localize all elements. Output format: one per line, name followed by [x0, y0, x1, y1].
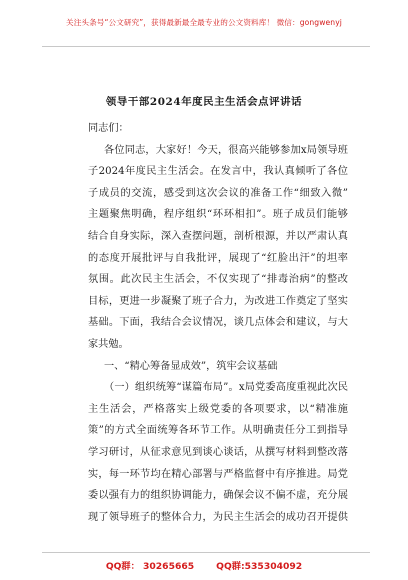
paragraph-line: 家共勉。 — [88, 338, 129, 350]
paragraph-line: 实，每一环节均在精心部署与严格监督中有序推进。局党 — [88, 468, 348, 480]
paragraph-line: （一）组织统筹“谋篇布局”。x局党委高度重视此次民 — [104, 382, 348, 394]
paragraph-line: 子2024年度民主生活会。在发言中，我认真倾听了各位 — [88, 166, 348, 178]
paragraph-line: 基础。下面，我结合会议情况，谈几点体会和建议，与大 — [88, 317, 348, 329]
paragraph-line: 主题聚焦明确，程序组织“环环相扣”。班子成员们能够 — [88, 209, 348, 221]
paragraph-line: 主生活会，严格落实上级党委的各项要求，以“精准施 — [88, 403, 348, 415]
footer-qq-group-2: QQ群:535304092 — [216, 561, 303, 572]
document-body — [88, 118, 348, 528]
top-banner — [0, 0, 408, 44]
paragraph-line: 目标，更进一步凝聚了班子合力，为改进工作奠定了坚实 — [88, 295, 348, 307]
paragraph-line: 的态度开展批评与自我批评，展现了“红脸出汗”的坦率 — [88, 252, 348, 264]
footer-banner — [0, 553, 408, 577]
footer-qq-group-1: QQ群： 30265665 — [105, 561, 195, 572]
paragraph-line: 各位同志，大家好！今天，很高兴能够参加x局领导班 — [104, 144, 348, 156]
section-heading: 一、“精心筹备显成效”，筑牢会议基础 — [104, 360, 278, 372]
document-title: 领导干部2024年度民主生活会点评讲话 — [105, 96, 303, 108]
salutation: 同志们： — [88, 123, 129, 134]
paragraph-line: 结合自身实际，深入查摆问题，剖析根源，并以严肃认真 — [88, 230, 348, 242]
paragraph-line: 学习研讨，从征求意见到谈心谈话，从撰写材料到整改落 — [88, 446, 348, 458]
paragraph-line: 现了领导班子的整体合力，为民主生活会的成功召开提供 — [88, 511, 348, 523]
paragraph-line: 委以强有力的组织协调能力，确保会议不偏不虚，充分展 — [88, 490, 348, 502]
paragraph-line: 策”的方式全面统筹各环节工作。从明确责任分工到指导 — [88, 425, 348, 437]
header-divider — [42, 46, 370, 47]
banner-text: 关注头条号“公文研究”，获得最新最全最专业的公文资料库！ 微信：gongwenyj — [66, 17, 342, 27]
paragraph-line: 氛围。此次民主生活会，不仅实现了“排毒治病”的整改 — [88, 274, 348, 286]
paragraph-line: 子成员的交流，感受到这次会议的准备工作“细致入微” — [88, 187, 348, 199]
